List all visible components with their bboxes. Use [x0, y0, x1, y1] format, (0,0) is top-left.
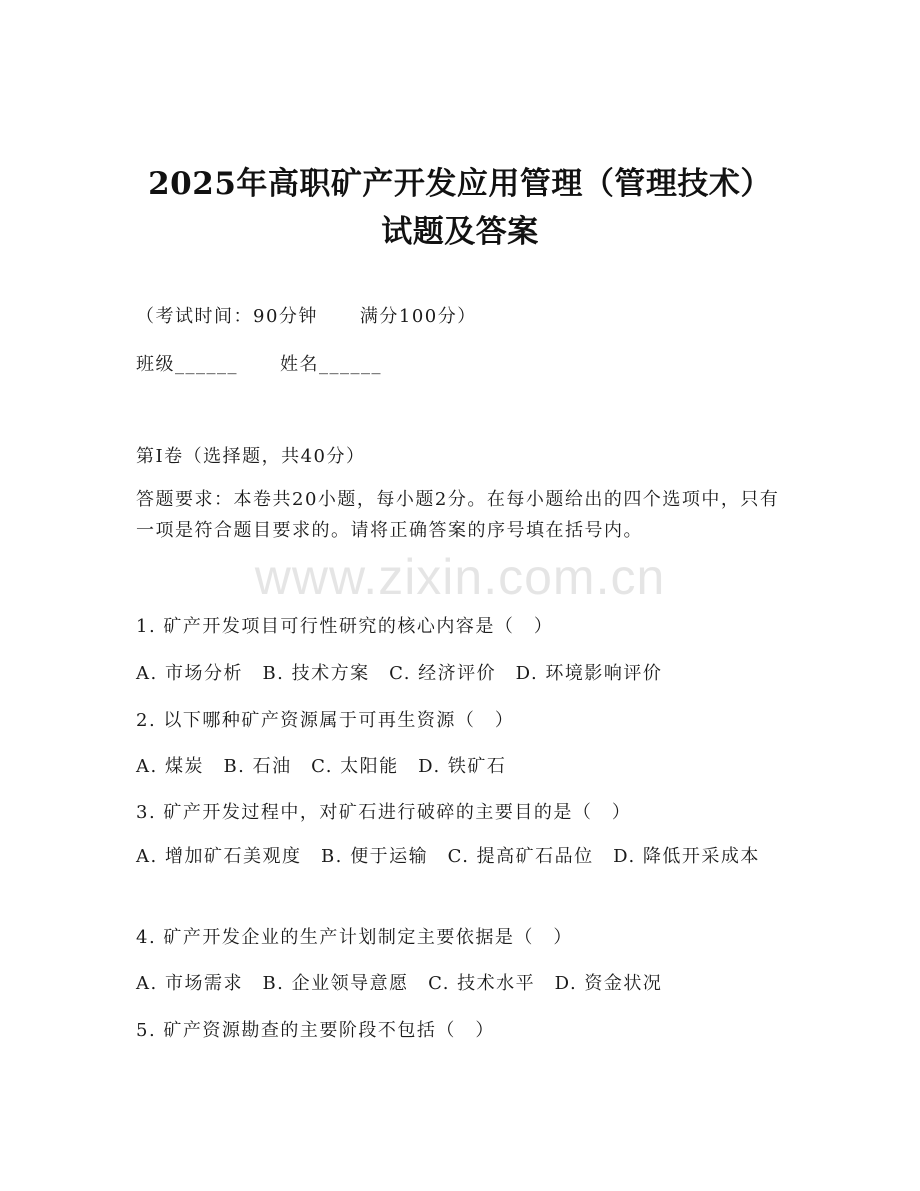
section-instructions: 答题要求：本卷共20小题，每小题2分。在每小题给出的四个选项中，只有一项是符合题目要求的。请将正确答案的序号填在括号内。	[136, 489, 780, 541]
watermark: www.zixin.com.cn	[254, 549, 666, 605]
section-heading: 第I卷（选择题，共40分）	[136, 446, 366, 467]
class-field: 班级______	[136, 354, 238, 375]
question-1-options: A. 市场分析 B. 技术方案 C. 经济评价 D. 环境影响评价	[136, 663, 663, 684]
question-4-options: A. 市场需求 B. 企业领导意愿 C. 技术水平 D. 资金状况	[136, 973, 663, 994]
document-title-line-2: 试题及答案	[381, 214, 539, 250]
question-2-options: A. 煤炭 B. 石油 C. 太阳能 D. 铁矿石	[136, 756, 507, 777]
question-1-stem: 1. 矿产开发项目可行性研究的核心内容是（ ）	[136, 616, 554, 637]
question-3-stem: 3. 矿产开发过程中，对矿石进行破碎的主要目的是（ ）	[136, 802, 632, 823]
question-3-options: A. 增加矿石美观度 B. 便于运输 C. 提高矿石品位 D. 降低开采成本	[136, 846, 760, 867]
exam-score: 满分100分）	[359, 306, 477, 327]
exam-info	[136, 302, 477, 328]
student-info	[136, 350, 382, 376]
document-title-line-1: 2025年高职矿产开发应用管理（管理技术）	[148, 166, 772, 202]
question-5-stem: 5. 矿产资源勘查的主要阶段不包括（ ）	[136, 1020, 495, 1041]
exam-time: （考试时间：90分钟	[136, 306, 318, 327]
question-2-stem: 2. 以下哪种矿产资源属于可再生资源（ ）	[136, 710, 515, 731]
name-field: 姓名______	[280, 354, 382, 375]
question-4-stem: 4. 矿产开发企业的生产计划制定主要依据是（ ）	[136, 927, 573, 948]
